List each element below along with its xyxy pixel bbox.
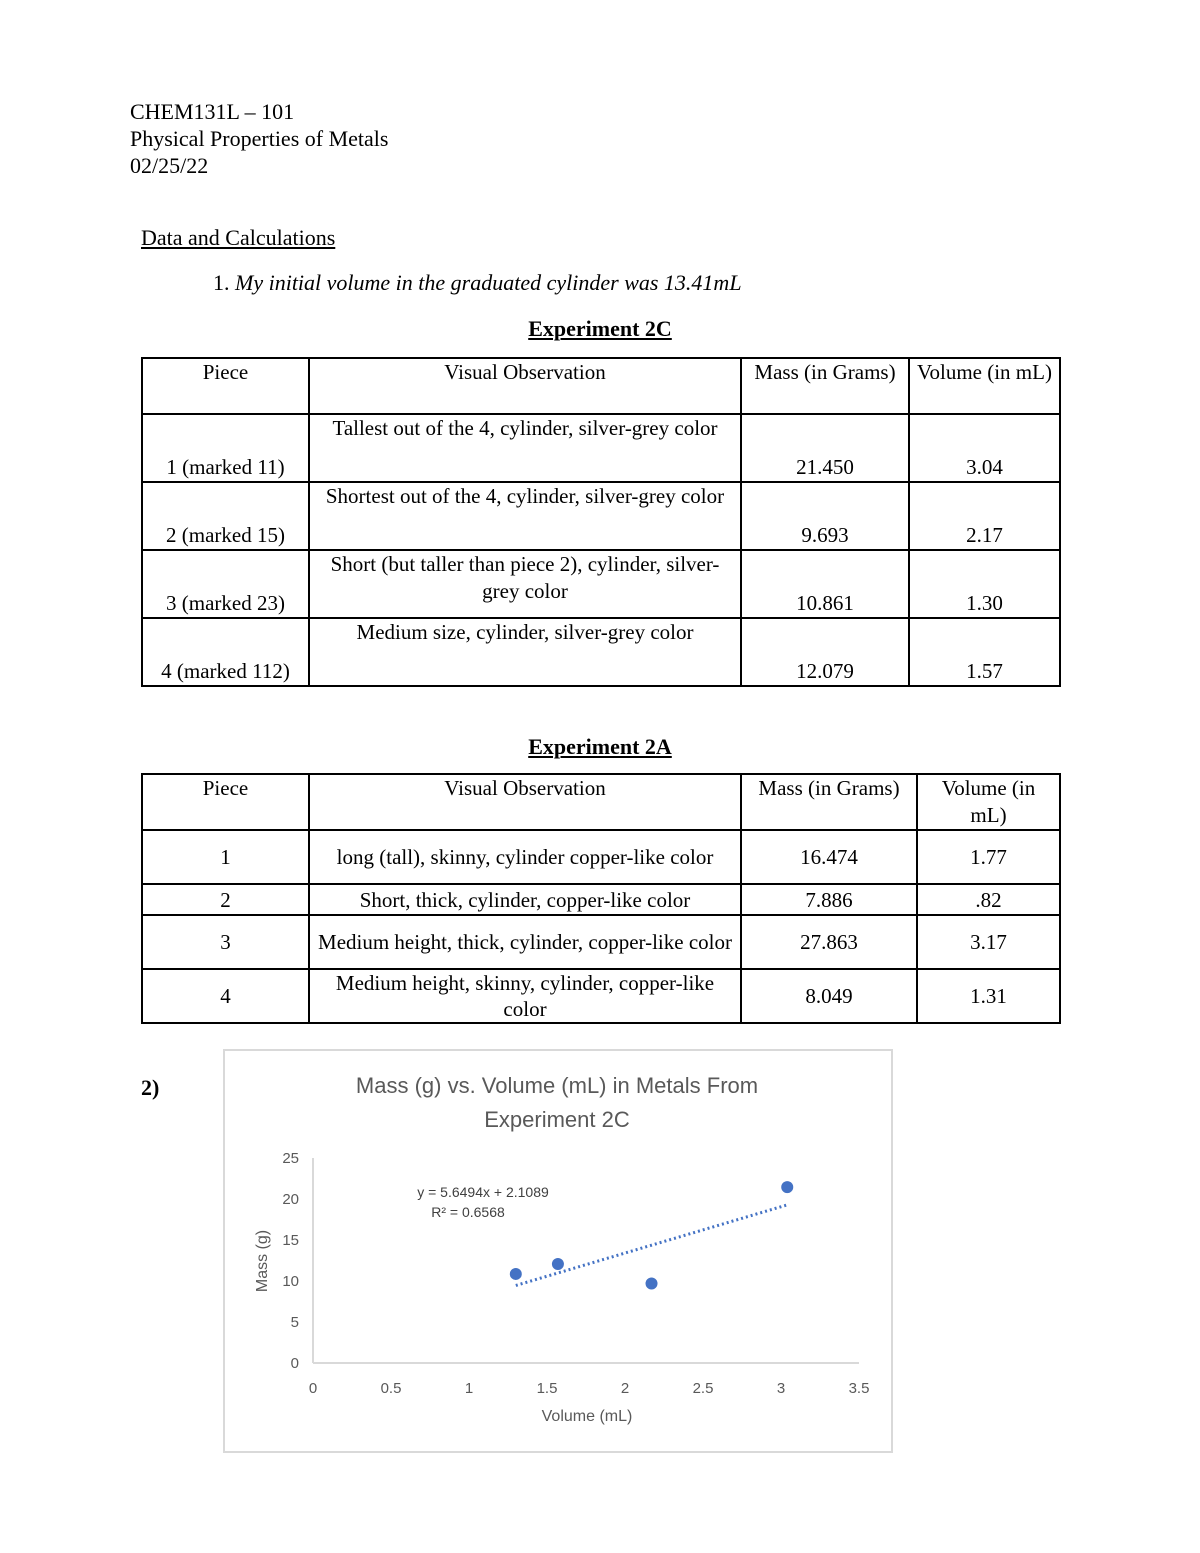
x-tick-label: 1.5 [536,1380,558,1397]
x-tick-label: 0 [308,1380,318,1397]
header-observation: Visual Observation [309,358,741,414]
x-tick-label: 3.5 [848,1380,870,1397]
cell-volume: 3.04 [909,414,1060,482]
cell-volume: 1.31 [917,969,1060,1023]
data-point [646,1278,658,1290]
experiment-2a-title: Experiment 2A [528,734,672,759]
x-tick-label: 1 [464,1380,474,1397]
cell-volume: 1.30 [909,550,1060,618]
table-row [142,969,1060,1023]
table-row [142,414,1060,482]
scatter-chart [225,1051,891,1451]
cell-piece: 4 (marked 112) [142,618,309,686]
cell-mass: 21.450 [741,414,909,482]
cell-volume: 3.17 [917,915,1060,969]
cell-mass: 7.886 [741,884,917,915]
cell-observation: Medium height, thick, cylinder, copper-like color [309,915,741,969]
y-tick-label: 5 [290,1314,299,1331]
x-tick-label: 2.5 [692,1380,714,1397]
chart-points [510,1181,793,1289]
chart-title-line-1: Mass (g) vs. Volume (mL) in Metals From [355,1073,759,1098]
header-mass: Mass (in Grams) [741,358,909,414]
data-point [510,1268,522,1280]
table-header-row [142,358,1060,414]
experiment-2c-table [141,357,1061,687]
section-title: Data and Calculations [141,225,336,250]
experiment-2c-title: Experiment 2C [528,316,672,341]
y-axis-label: Mass (g) [254,1229,271,1293]
cell-observation: Short (but taller than piece 2), cylinder, silver-grey color [309,550,741,618]
header-volume: Volume (in mL) [909,358,1060,414]
document-header [130,98,388,179]
cell-volume: 1.57 [909,618,1060,686]
cell-piece: 2 [142,884,309,915]
note-number: 1. [213,270,230,295]
header-piece: Piece [142,358,309,414]
r-squared-label: R² = 0.6568 [431,1204,505,1220]
cell-mass: 9.693 [741,482,909,550]
cell-mass: 27.863 [741,915,917,969]
header-piece: Piece [142,774,309,830]
x-tick-label: 3 [776,1380,786,1397]
table-header-row [142,774,1060,830]
header-mass: Mass (in Grams) [741,774,917,830]
cell-observation: Medium size, cylinder, silver-grey color [309,618,741,686]
x-tick-label: 0.5 [380,1380,402,1397]
data-point [781,1181,793,1193]
experiment-2a-table [141,773,1061,1024]
x-tick-label: 2 [620,1380,630,1397]
cell-piece: 3 (marked 23) [142,550,309,618]
y-tick-label: 25 [282,1150,299,1167]
chart-trendline [516,1205,787,1286]
y-tick-label: 20 [282,1191,299,1208]
cell-volume: 1.77 [917,830,1060,884]
cell-mass: 8.049 [741,969,917,1023]
table-row [142,915,1060,969]
cell-piece: 4 [142,969,309,1023]
y-tick-label: 0 [290,1355,299,1372]
chart-axes [313,1158,859,1363]
table-row [142,550,1060,618]
cell-volume: .82 [917,884,1060,915]
cell-piece: 2 (marked 15) [142,482,309,550]
cell-observation: Tallest out of the 4, cylinder, silver-grey color [309,414,741,482]
cell-mass: 10.861 [741,550,909,618]
y-tick-label: 15 [282,1232,299,1249]
document-date: 02/25/22 [130,153,209,178]
cell-mass: 16.474 [741,830,917,884]
cell-observation: long (tall), skinny, cylinder copper-like color [309,830,741,884]
note-text: My initial volume in the graduated cylinder was 13.41mL [235,270,742,295]
header-volume: Volume (in mL) [917,774,1060,830]
header-observation: Visual Observation [309,774,741,830]
cell-piece: 3 [142,915,309,969]
trendline [516,1205,787,1286]
chart-container [223,1049,893,1453]
document-title: Physical Properties of Metals [130,126,389,151]
question-2-label: 2) [141,1075,160,1100]
y-tick-label: 10 [282,1273,299,1290]
table-row [142,618,1060,686]
cell-observation: Short, thick, cylinder, copper-like color [309,884,741,915]
trendline-equation: y = 5.6494x + 2.1089 [417,1184,549,1200]
cell-volume: 2.17 [909,482,1060,550]
initial-volume-note [213,270,742,296]
table-row [142,830,1060,884]
course-code: CHEM131L – 101 [130,99,295,124]
cell-mass: 12.079 [741,618,909,686]
data-point [552,1258,564,1270]
table-row [142,884,1060,915]
table-row [142,482,1060,550]
x-axis-label: Volume (mL) [541,1408,633,1425]
cell-piece: 1 [142,830,309,884]
cell-observation: Shortest out of the 4, cylinder, silver-grey color [309,482,741,550]
cell-piece: 1 (marked 11) [142,414,309,482]
cell-observation: Medium height, skinny, cylinder, copper-like color [309,969,741,1023]
chart-title-line-2: Experiment 2C [484,1107,630,1132]
